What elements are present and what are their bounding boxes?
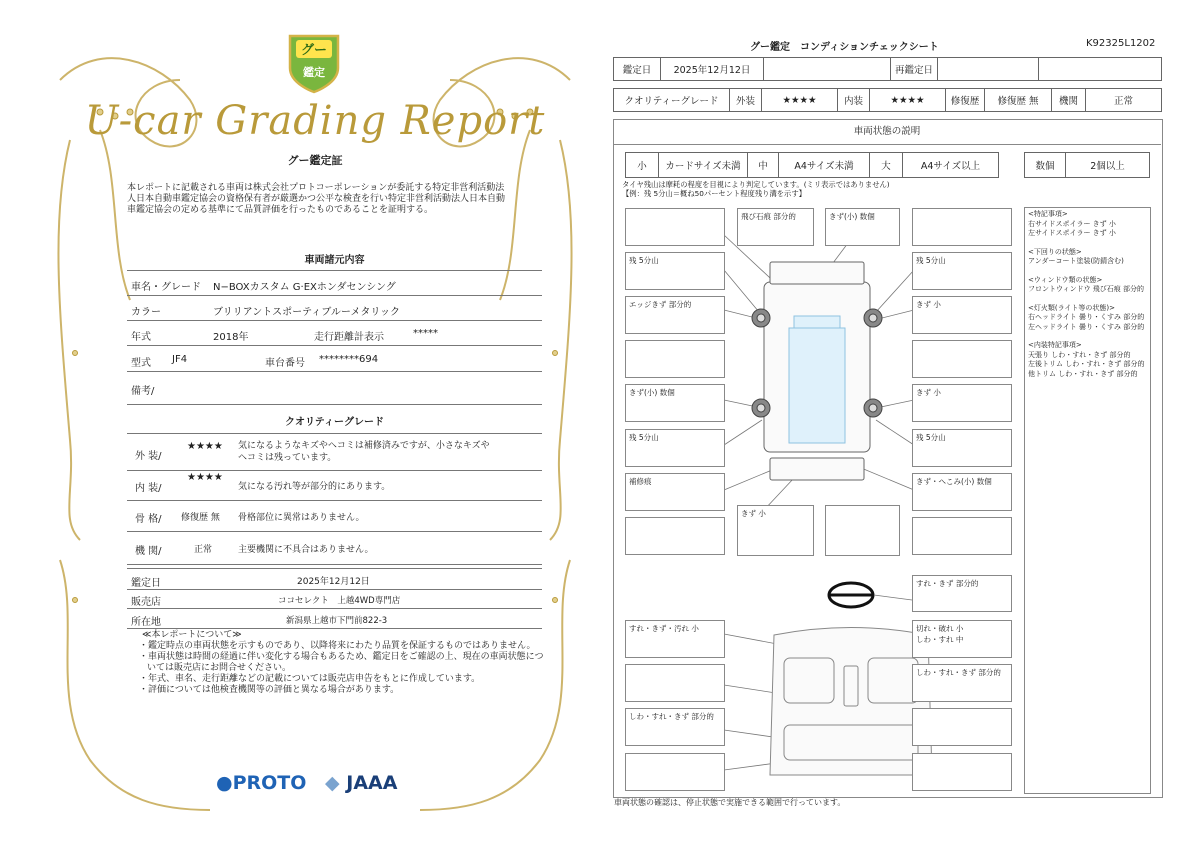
damage-box-interior-left-4 (625, 753, 725, 791)
inspection-date-value: 2025年12月12日 (297, 577, 370, 587)
report-title: U-car Grading Report (84, 98, 546, 144)
tire-note (622, 180, 890, 198)
exterior-text: 気になるようなキズやヘコミは補修済みですが、小さなキズやヘコミは残っています。 (238, 441, 490, 463)
tire-note-line: タイヤ残山は摩耗の程度を目視により判定しています。(ミリ表示ではありません) (622, 180, 890, 189)
damage-box-right-tire-rear: 残 5分山 (912, 429, 1012, 467)
address-row (127, 609, 542, 629)
goo-kantei-badge (286, 30, 342, 96)
damage-box-rear-gate: きず 小 (737, 505, 814, 556)
size-legend-table (625, 152, 999, 178)
address-value: 新潟県上越市下門前822-3 (286, 616, 388, 626)
note-item: ・年式、車名、走行距離などの記載については販売店申告をもとに作成しています。 (139, 674, 481, 684)
dealer-label: 販売店 (131, 597, 161, 608)
spec-model-label: 型式 (131, 358, 151, 369)
interior-right-1-line: 切れ・破れ 小 (916, 624, 964, 633)
reinspect-value (938, 58, 1039, 81)
damage-box-front-windshield: 飛び石痕 部分的 (737, 208, 814, 246)
ext-label: 外装 (730, 89, 762, 112)
damage-box-steering: すれ・きず 部分的 (912, 575, 1012, 612)
quality-row-engine (127, 532, 542, 565)
date-table (613, 57, 1162, 81)
note-item: ・車両状態は時間の経過に伴い変化する場合もあるため、鑑定日をご確認の上、現在の車両状態については販売店にお問合せください。 (139, 652, 544, 673)
engine-value: 正常 (194, 545, 213, 555)
sheet-number: K92325L1202 (1086, 38, 1156, 49)
sheet-footer: 車両状態の確認は、停止状態で実施できる範囲で行っています。 (614, 798, 846, 807)
date-value: 2025年12月12日 (661, 58, 764, 81)
damage-box-interior-right-3 (912, 708, 1012, 746)
count-label: 数個 (1025, 153, 1066, 178)
inspection-date-label: 鑑定日 (131, 578, 161, 589)
damage-box-right-tire-front: 残 5分山 (912, 252, 1012, 290)
legend-line: 右サイドスポイラー きず 小 (1028, 219, 1116, 228)
condition-heading: 車両状態の説明 (613, 119, 1161, 145)
damage-box-right-quarter: きず・へこみ(小) 数個 (912, 473, 1012, 511)
interior-label: 内 装/ (135, 483, 162, 494)
special-notes-list (1028, 210, 1148, 379)
legend-line: 天張り しわ・すれ・きず 部分的 (1028, 350, 1131, 359)
spec-row-name (127, 270, 542, 296)
int-label: 内装 (838, 89, 870, 112)
repair-label: 修復歴 (946, 89, 985, 112)
legend-line: アンダーコート塗装(防錆含む) (1028, 257, 1124, 265)
certificate-intro: 本レポートに記載される車両は株式会社プロトコーポレーションが委託する特定非営利活動法人日本自動車鑑定協会の資格保有者が厳選かつ公平な検査を行い特定非営利活動法人日本自動車鑑定協会の定める基準にて品質評価を行ったものであることを証明する。 (127, 183, 506, 215)
jaaa-mark-icon: ◆ (325, 772, 340, 794)
repair-value: 修復歴 無 (985, 89, 1052, 112)
size-mid-desc: A4サイズ未満 (779, 153, 870, 178)
legend-line: <特記事項> (1028, 210, 1068, 218)
certificate-subtitle: グー鑑定証 (287, 154, 343, 167)
damage-box-left-quarter: 補修痕 (625, 473, 725, 511)
dealer-value: ココセレクト 上越4WD専門店 (278, 596, 401, 606)
size-mid-label: 中 (748, 153, 779, 178)
spec-notes-label: 備考/ (131, 386, 155, 397)
quality-row-frame (127, 501, 542, 532)
spec-year-value: 2018年 (213, 332, 249, 343)
ext-value: ★★★★ (762, 89, 838, 112)
inspection-date-row (127, 568, 542, 590)
proto-logo-text: PROTO (232, 772, 307, 794)
report-notes (127, 630, 547, 696)
damage-box-right-door-front (912, 340, 1012, 378)
legend-line: 左ヘッドライト 曇り・くすみ 部分的 (1028, 322, 1145, 331)
spec-model-value: JF4 (172, 354, 188, 365)
grade-label: クオリティーグレード (614, 89, 730, 112)
spec-mileage-label: 走行距離計表示 (314, 332, 384, 343)
jaaa-logo (325, 772, 397, 794)
spec-chassis-label: 車台番号 (265, 358, 305, 369)
engine-text: 主要機関に不具合はありません。 (238, 545, 374, 555)
damage-box-rear-left (625, 517, 725, 555)
sheet-title: グー鑑定 コンディションチェックシート (750, 42, 939, 53)
damage-box-left-door-front (625, 340, 725, 378)
spec-color-value: ブリリアントスポーティブルーメタリック (213, 307, 400, 318)
damage-box-interior-left-1: すれ・きず・汚れ 小 (625, 620, 725, 658)
frame-text: 骨格部位に異常はありません。 (238, 513, 365, 523)
dealer-row (127, 589, 542, 609)
spec-row-year (127, 321, 542, 346)
grade-table (613, 88, 1162, 112)
engine-label: 機 関/ (135, 546, 162, 557)
proto-mark-icon: ● (216, 772, 233, 794)
exterior-label: 外 装/ (135, 451, 162, 462)
damage-box-left-door-rear: きず(小) 数個 (625, 384, 725, 422)
damage-box-front-left (625, 208, 725, 246)
interior-text: 気になる汚れ等が部分的にあります。 (238, 482, 391, 492)
notes-heading: ≪本レポートについて≫ (142, 630, 242, 640)
note-item: ・鑑定時点の車両状態を示すものであり、以降将来にわたり品質を保証するものではありません。 (139, 641, 536, 651)
interior-stars: ★★★★ (187, 472, 223, 483)
damage-box-left-tire-front: 残 5分山 (625, 252, 725, 290)
damage-box-rear-bumper (825, 505, 900, 556)
size-small-desc: カードサイズ未満 (659, 153, 748, 178)
specs-heading: 車両諸元内容 (304, 255, 365, 266)
legend-line: 左サイドスポイラー きず 小 (1028, 229, 1116, 237)
damage-box-right-fender: きず 小 (912, 296, 1012, 334)
tire-note-line: 【例：残 5分山＝概ね50パーセント程度残り溝を示す】 (622, 189, 806, 198)
legend-line: 他トリム しわ・すれ・きず 部分的 (1028, 369, 1138, 378)
engine-value: 正常 (1086, 89, 1162, 112)
damage-box-left-fender: エッジきず 部分的 (625, 296, 725, 334)
quality-row-interior (127, 470, 542, 501)
quality-heading: クオリティーグレード (285, 417, 384, 428)
legend-line: <内装特記事項> (1028, 341, 1082, 349)
legend-line: <下回りの状態> (1028, 247, 1082, 256)
interior-right-1-line: しわ・すれ 中 (916, 635, 964, 644)
spec-color-label: カラー (131, 307, 161, 318)
badge-goo-text: グー (300, 43, 328, 58)
damage-box-interior-right-4 (912, 753, 1012, 791)
engine-label: 機関 (1052, 89, 1086, 112)
quality-row-exterior (127, 433, 542, 471)
count-value: 2個以上 (1066, 153, 1150, 178)
spec-name-label: 車名・グレード (131, 282, 201, 293)
legend-line: 左後トリム しわ・すれ・きず 部分的 (1028, 360, 1145, 368)
note-item: ・評価については他検査機関等の評価と異なる場合があります。 (139, 685, 400, 695)
damage-box-interior-right-2: しわ・すれ・きず 部分的 (912, 664, 1012, 702)
damage-box-rear-right (912, 517, 1012, 555)
legend-line: 右ヘッドライト 曇り・くすみ 部分的 (1028, 313, 1145, 321)
damage-box-front-right (912, 208, 1012, 246)
badge-kantei-text: 鑑定 (303, 66, 325, 79)
spec-mileage-value: ***** (413, 328, 438, 339)
frame-value: 修復歴 無 (181, 513, 220, 523)
date-label: 鑑定日 (614, 58, 661, 81)
exterior-stars: ★★★★ (187, 441, 223, 452)
size-large-desc: A4サイズ以上 (903, 153, 999, 178)
legend-line: <ウィンドウ類の状態> (1028, 275, 1103, 284)
damage-box-interior-left-3: しわ・すれ・きず 部分的 (625, 708, 725, 746)
jaaa-logo-text: JAAA (346, 772, 398, 794)
spec-row-model (127, 347, 542, 372)
damage-box-interior-left-2 (625, 664, 725, 702)
spec-row-color (127, 296, 542, 321)
int-value: ★★★★ (870, 89, 946, 112)
damage-box-interior-right-1 (912, 620, 1012, 658)
spec-name-value: N−BOXカスタム G·EXホンダセンシング (213, 282, 396, 293)
damage-box-front-bumper: きず(小) 数個 (825, 208, 900, 246)
size-large-label: 大 (870, 153, 903, 178)
address-label: 所在地 (131, 617, 161, 628)
legend-line: <灯火類(ライト等の状態)> (1028, 303, 1115, 312)
spec-year-label: 年式 (131, 332, 151, 343)
frame-label: 骨 格/ (135, 514, 162, 525)
damage-box-right-door-rear: きず 小 (912, 384, 1012, 422)
count-legend-table (1024, 152, 1150, 178)
size-small-label: 小 (626, 153, 659, 178)
legend-line: フロントウィンドウ 飛び石痕 部分的 (1028, 285, 1145, 293)
spec-row-notes (127, 374, 542, 405)
proto-logo (216, 772, 306, 794)
spec-chassis-value: ********694 (319, 354, 379, 365)
reinspect-label: 再鑑定日 (891, 58, 938, 81)
damage-box-left-tire-rear: 残 5分山 (625, 429, 725, 467)
